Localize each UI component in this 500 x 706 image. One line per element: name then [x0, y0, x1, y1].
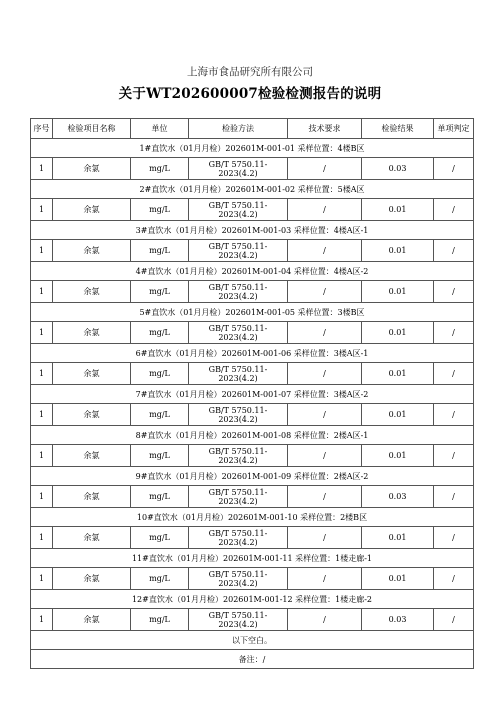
cell-judgement: /	[434, 240, 474, 262]
cell-unit: mg/L	[131, 240, 189, 262]
cell-judgement: /	[434, 281, 474, 303]
cell-result: 0.01	[362, 404, 434, 426]
cell-method	[189, 404, 288, 426]
cell-requirement: /	[288, 158, 362, 180]
cell-result: 0.01	[362, 199, 434, 221]
cell-judgement: /	[434, 363, 474, 385]
cell-no: 1	[31, 158, 53, 180]
sample-heading: 11#直饮水（01月月检）202601M-001-11 采样位置：1楼走廊-1	[31, 549, 474, 568]
cell-method	[189, 445, 288, 467]
cell-method	[189, 322, 288, 344]
column-header-requirement: 技术要求	[288, 119, 362, 139]
method-line-1: GB/T 5750.11-	[208, 323, 268, 333]
cell-method	[189, 199, 288, 221]
cell-item: 余氯	[53, 158, 131, 180]
cell-unit: mg/L	[131, 363, 189, 385]
report-title: 关于WT202600007检验检测报告的说明	[118, 86, 382, 102]
column-header-item: 检验项目名称	[53, 119, 131, 139]
cell-judgement: /	[434, 486, 474, 508]
cell-judgement: /	[434, 445, 474, 467]
cell-item: 余氯	[53, 404, 131, 426]
cell-no: 1	[31, 363, 53, 385]
method-line-1: GB/T 5750.11-	[208, 282, 268, 292]
method-line-2: 2023(4.2)	[218, 291, 258, 301]
cell-unit: mg/L	[131, 404, 189, 426]
cell-result: 0.03	[362, 486, 434, 508]
cell-item: 余氯	[53, 199, 131, 221]
cell-no: 1	[31, 568, 53, 590]
cell-requirement: /	[288, 322, 362, 344]
organization-name: 上海市食品研究所有限公司	[187, 66, 313, 78]
sample-group-row	[31, 590, 474, 609]
cell-result: 0.01	[362, 445, 434, 467]
cell-requirement: /	[288, 609, 362, 631]
cell-unit: mg/L	[131, 322, 189, 344]
cell-result: 0.03	[362, 609, 434, 631]
sample-heading: 8#直饮水（01月月检）202601M-001-08 采样位置：2楼A区-1	[31, 426, 474, 445]
sample-group-row	[31, 180, 474, 199]
cell-unit: mg/L	[131, 568, 189, 590]
cell-judgement: /	[434, 322, 474, 344]
table-row	[31, 609, 474, 631]
column-header-method: 检验方法	[189, 119, 288, 139]
cell-no: 1	[31, 445, 53, 467]
table-row	[31, 158, 474, 180]
sample-group-row	[31, 344, 474, 363]
cell-unit: mg/L	[131, 281, 189, 303]
sample-group-row	[31, 467, 474, 486]
remark: 备注：/	[31, 650, 474, 669]
cell-result: 0.01	[362, 281, 434, 303]
cell-no: 1	[31, 404, 53, 426]
report-table-body	[31, 119, 474, 669]
table-row	[31, 240, 474, 262]
sample-group-row	[31, 221, 474, 240]
cell-item: 余氯	[53, 363, 131, 385]
sample-group-row	[31, 385, 474, 404]
sample-heading: 2#直饮水（01月月检）202601M-001-02 采样位置：5楼A区	[31, 180, 474, 199]
table-header-row	[31, 119, 474, 139]
sample-heading: 4#直饮水（01月月检）202601M-001-04 采样位置：4楼A区-2	[31, 262, 474, 281]
cell-item: 余氯	[53, 281, 131, 303]
cell-method	[189, 363, 288, 385]
cell-judgement: /	[434, 158, 474, 180]
table-row	[31, 568, 474, 590]
cell-requirement: /	[288, 363, 362, 385]
cell-method	[189, 240, 288, 262]
method-line-2: 2023(4.2)	[218, 619, 258, 629]
cell-result: 0.01	[362, 568, 434, 590]
table-row	[31, 363, 474, 385]
cell-no: 1	[31, 281, 53, 303]
cell-judgement: /	[434, 609, 474, 631]
cell-item: 余氯	[53, 240, 131, 262]
cell-unit: mg/L	[131, 158, 189, 180]
table-row	[31, 486, 474, 508]
method-line-1: GB/T 5750.11-	[208, 487, 268, 497]
method-line-1: GB/T 5750.11-	[208, 405, 268, 415]
blank-note-row	[31, 631, 474, 650]
cell-item: 余氯	[53, 486, 131, 508]
method-line-2: 2023(4.2)	[218, 373, 258, 383]
table-row	[31, 322, 474, 344]
method-line-2: 2023(4.2)	[218, 578, 258, 588]
cell-requirement: /	[288, 281, 362, 303]
column-header-judgement: 单项判定	[434, 119, 474, 139]
sample-heading: 6#直饮水（01月月检）202601M-001-06 采样位置：3楼A区-1	[31, 344, 474, 363]
cell-method	[189, 486, 288, 508]
cell-no: 1	[31, 609, 53, 631]
sample-group-row	[31, 303, 474, 322]
cell-item: 余氯	[53, 609, 131, 631]
cell-requirement: /	[288, 568, 362, 590]
cell-unit: mg/L	[131, 609, 189, 631]
cell-judgement: /	[434, 199, 474, 221]
method-line-1: GB/T 5750.11-	[208, 241, 268, 251]
cell-item: 余氯	[53, 322, 131, 344]
cell-unit: mg/L	[131, 199, 189, 221]
cell-no: 1	[31, 527, 53, 549]
cell-unit: mg/L	[131, 486, 189, 508]
method-line-2: 2023(4.2)	[218, 414, 258, 424]
sample-group-row	[31, 426, 474, 445]
blank-note: 以下空白。	[31, 631, 474, 650]
method-line-2: 2023(4.2)	[218, 496, 258, 506]
cell-method	[189, 527, 288, 549]
report-table	[30, 118, 474, 669]
cell-unit: mg/L	[131, 445, 189, 467]
cell-item: 余氯	[53, 527, 131, 549]
cell-result: 0.01	[362, 363, 434, 385]
method-line-1: GB/T 5750.11-	[208, 159, 268, 169]
cell-requirement: /	[288, 240, 362, 262]
method-line-1: GB/T 5750.11-	[208, 364, 268, 374]
remark-row	[31, 650, 474, 669]
sample-heading: 9#直饮水（01月月检）202601M-001-09 采样位置：2楼A区-2	[31, 467, 474, 486]
cell-no: 1	[31, 322, 53, 344]
cell-method	[189, 609, 288, 631]
table-row	[31, 445, 474, 467]
cell-judgement: /	[434, 568, 474, 590]
cell-no: 1	[31, 486, 53, 508]
cell-requirement: /	[288, 486, 362, 508]
cell-result: 0.01	[362, 322, 434, 344]
cell-method	[189, 281, 288, 303]
cell-requirement: /	[288, 199, 362, 221]
cell-requirement: /	[288, 527, 362, 549]
method-line-1: GB/T 5750.11-	[208, 446, 268, 456]
cell-result: 0.01	[362, 240, 434, 262]
method-line-1: GB/T 5750.11-	[208, 528, 268, 538]
column-header-result: 检验结果	[362, 119, 434, 139]
column-header-no: 序号	[31, 119, 53, 139]
column-header-unit: 单位	[131, 119, 189, 139]
sample-group-row	[31, 508, 474, 527]
cell-item: 余氯	[53, 445, 131, 467]
method-line-2: 2023(4.2)	[218, 455, 258, 465]
sample-heading: 10#直饮水（01月月检）202601M-001-10 采样位置：2楼B区	[31, 508, 474, 527]
method-line-1: GB/T 5750.11-	[208, 200, 268, 210]
cell-method	[189, 158, 288, 180]
sample-group-row	[31, 262, 474, 281]
cell-method	[189, 568, 288, 590]
sample-heading: 7#直饮水（01月月检）202601M-001-07 采样位置：3楼A区-2	[31, 385, 474, 404]
method-line-2: 2023(4.2)	[218, 168, 258, 178]
method-line-2: 2023(4.2)	[218, 209, 258, 219]
table-row	[31, 281, 474, 303]
cell-requirement: /	[288, 445, 362, 467]
cell-no: 1	[31, 199, 53, 221]
cell-item: 余氯	[53, 568, 131, 590]
cell-no: 1	[31, 240, 53, 262]
sample-heading: 1#直饮水（01月月检）202601M-001-01 采样位置：4楼B区	[31, 139, 474, 158]
method-line-1: GB/T 5750.11-	[208, 569, 268, 579]
sample-heading: 5#直饮水（01月月检）202601M-001-05 采样位置：3楼B区	[31, 303, 474, 322]
table-row	[31, 199, 474, 221]
method-line-2: 2023(4.2)	[218, 332, 258, 342]
sample-heading: 12#直饮水（01月月检）202601M-001-12 采样位置：1楼走廊-2	[31, 590, 474, 609]
table-row	[31, 404, 474, 426]
sample-group-row	[31, 549, 474, 568]
cell-unit: mg/L	[131, 527, 189, 549]
method-line-1: GB/T 5750.11-	[208, 610, 268, 620]
method-line-2: 2023(4.2)	[218, 537, 258, 547]
sample-heading: 3#直饮水（01月月检）202601M-001-03 采样位置：4楼A区-1	[31, 221, 474, 240]
cell-result: 0.03	[362, 158, 434, 180]
sample-group-row	[31, 139, 474, 158]
cell-requirement: /	[288, 404, 362, 426]
cell-judgement: /	[434, 527, 474, 549]
table-row	[31, 527, 474, 549]
cell-result: 0.01	[362, 527, 434, 549]
cell-judgement: /	[434, 404, 474, 426]
method-line-2: 2023(4.2)	[218, 250, 258, 260]
